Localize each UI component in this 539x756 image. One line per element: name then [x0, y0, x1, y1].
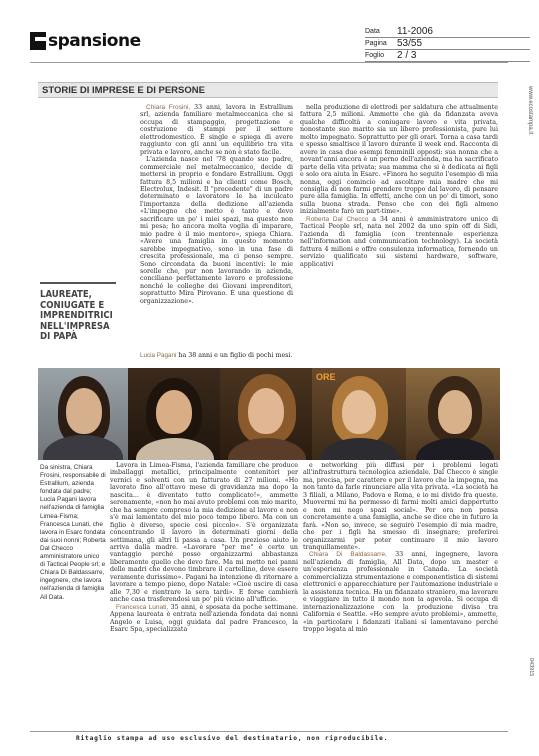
portrait-photo: [312, 368, 406, 460]
paragraph: L'azienda nasce nel '78 quando suo padre, commerciale nel metalmeccanico, decide di mettersi in proprio e fondare Estrallium. Oggi fattura 8,5 milioni e ha clienti come Bosch, Electrolux, Indesit. Il "precedente" di un padre determinato e lavoratore le ha inculcato l'importanza della dedizione all'azienda «L'impegno che metto è tanto e devo sacrificare un po' i miei spazi, ma questo non mi pesa; ho ancora molta voglia di imparare, mio padre è il mio mentore», spiega Chiara. «Avere una famiglia in questo momento sarebbe impegnativo, sono in una fase di crescita professionale, ma ci penso sempre. Sono circondata da buoni incentivi: le mie sorelle che, pur non lavorando in azienda, conciliano perfettamente lavoro e professione nonché le colleghe dei Giovani imprenditori, soprattutto Mira Pirovano. È una questione di organizzazione».: [140, 156, 293, 305]
clipping-meta: [365, 26, 530, 62]
header-divider: [30, 62, 508, 63]
side-url: www.ecostampa.it: [527, 86, 533, 135]
portrait-photo: [38, 368, 128, 460]
paragraph: Lavora in Limea-Fisma, l'azienda familiare che produce imballaggi metallici, principalmente contenitori per vernici e solventi con un fatturato di 27 milioni. «Ho lavorato fino all'ottavo mese di gravidanza ma dopo la nascita... è diventato tutto complicato!», ammette serenamente, «non ho mai avuto problemi con mio marito, che ha sempre compreso la mia dedizione al lavoro e non s'è mai lamentato del mio poco tempo libero. Ma con un figlio è diverso, specie così piccolo». S'è organizzata concentrando il lavoro in determinati giorni della settimana, gli altri li passa a casa. Un prezioso aiuto le arriva dalla madre. «Lavorare "per me" è certo un vantaggio perché posso organizzarmi abbastanza liberamente quello che devo fare. Ma mi metto nei panni delle madri che devono timbrare il cartellino, deve essere veramente durissimo». Pagani ha intenzione di ritornare a lavorare a tempo pieno, dopo Natale: «Cioè uscire di casa alle 7,30 e rientrare la sera tardi». E forse cambierà anche casa trasferendosi un po' più vicino all'ufficio.: [110, 462, 298, 604]
paragraph: Francesca Lunati, 35 anni, è sposata da poche settimane. Appena laureata è entrata nell'azienda fondata dai nonni Angelo e Luisa, oggi guidata dal padre Francesco, la Esarc Spa, specializzata: [110, 603, 298, 633]
footer-divider: [30, 731, 508, 732]
portrait-photo: [406, 368, 500, 460]
portrait-photo-strip: [38, 368, 500, 460]
paragraph: nella produzione di elettrodi per saldatura che attualmente fattura 2,5 milioni. Ammette che già da fidanzata aveva qualche difficoltà a coniugare lavoro e vita privata, nonostante suo marito sia un libero professionista, pure lui molto impegnato. Soprattutto per gli orari. Torna a casa tardi e spesso smaltisce il lavoro durante il week end. Racconta di avere in casa due esempi femminili opposti: sua nonna che a novant'anni ancora è un perno dell'azienda, ma ha sacrificato parte della vita privata; sua mamma che si è dedicata ai figli e solo ora aiuta in Esarc. «Finora ho seguito l'esempio di mia nonna, oggi comincio ad ascoltare mia madre che mi consiglia di non farmi prendere troppo dal lavoro, di pensare pure alla famiglia. In effetti, anche con un po' di timori, sono sulla buona strada. Penso che con dei figli almeno inizialmente farò un part-time».: [300, 104, 498, 216]
portrait-photo: [128, 368, 220, 460]
meta-row-sheet: Foglio 2 / 3: [365, 50, 530, 62]
column-lower-right: [303, 462, 498, 633]
portrait-photo: [220, 368, 312, 460]
article-headline: LAUREATE, CONIUGATE E IMPRENDITRICI NELL'IMPRESA DI PAPÀ: [40, 289, 113, 342]
person-name: Chiara Di Baldassarre,: [309, 551, 387, 559]
column-upper-left: [140, 104, 293, 305]
footer-notice: Ritaglio stampa ad uso esclusivo del destinatario, non riproducibile.: [76, 735, 389, 742]
paragraph: e networking più diffusi per i problemi legati all'infrastruttura tecnologica aziendale. Dal Checco è single ma, precisa, per carattere e per il lavoro che la impegna, ma non tanto da farle rinunciare alla vita privata. «La società ha 3 filiali, a Milano, Padova e Roma, e io mi divido fra queste. Muovermi mi ha permesso di farmi molti amici dappertutto e non mi nego spazi social». Per ora non pensa concretamente a una famiglia, anche se dice che in futuro la farà. «Non so, invece, se seguirò l'esempio di mia madre, che per i figli ha smesso di insegnare; preferirei organizzarmi per poter continuare il mio lavoro tranquillamente».: [303, 462, 498, 551]
photo-caption: Da sinistra, Chiara Frosini, responsabile di Estrallium, azienda fondata dal padre; Lucia Pagani lavora nell'azienda di famiglia Limea-Fisma; Francesca Lunati, che lavora in Esarc fondata dai suoi nonni; Roberta Dal Checco amministratore unico di Tactical People srl; e Chiara Di Baldassarre, ingegnere, che lavora nell'azienda di famiglia All Data.: [40, 464, 106, 601]
paragraph: Chiara Di Baldassarre, 33 anni, ingegnere, lavora nell'azienda di famiglia, All Data, dopo un master e un'esperienza professionale in Canada. La società commercializza strumentazione e componentistica di sistemi elettronici e apparecchiature per l'automazione industriale e la assistenza tecnica. Ha un fidanzato straniero, ma lavorare e viaggiare in tutto il mondo non la agevola. Si occupa di internazionalizzazione con la produzione divisa tra California e Seattle. «Ho sempre avuto problemi», ammette, «in particolare i fidanzati italiani si lamentavano perché troppo legata al mio: [303, 551, 498, 633]
person-name: Roberta Dal Checco: [306, 215, 369, 223]
lucia-intro: Lucia Pagani ha 38 anni e un figlio di pochi mesi.: [140, 352, 293, 359]
meta-row-date: Data 11-2006: [365, 26, 530, 38]
paragraph: Roberta Dal Checco a 34 anni è amministratore unico di Tactical People srl, nata nel 2002 da uno spin off di Sidi, l'azienda di famiglia (con trentennale esperienza nell'information and communication technology). La società fattura 4 milioni e offre consulenza informatica, fornendo un servizio qualificato sui sistemi hardware, software, applicativi: [300, 215, 498, 268]
meta-row-page: Pagina 53/55: [365, 38, 530, 50]
publication-logo: [30, 30, 230, 52]
paragraph: Chiara Frosini, 33 anni, lavora in Estrallium srl, azienda familiare metalmeccanica che si occupa di stampaggio, progettazione e costruzione di stampi per il settore elettrodomestico. È single e spiega di avere raggiunto con gli anni un equilibrio tra vita privata e lavoro, anche se non è stato facile.: [140, 104, 294, 156]
logo-text: spansione: [48, 31, 141, 51]
person-name: Chiara Frosini,: [146, 104, 191, 111]
person-name: Lucia Pagani: [140, 352, 177, 359]
column-upper-right: [300, 104, 498, 268]
side-code: 043915: [528, 658, 534, 677]
section-title: STORIE DI IMPRESE E DI PERSONE: [38, 82, 498, 98]
column-lower-left: [110, 462, 298, 633]
logo-mark-icon: [30, 32, 46, 50]
headline-rule: [40, 282, 116, 284]
photo-overlay-text: ORE: [316, 372, 336, 382]
person-name: Francesca Lunati,: [116, 603, 169, 611]
